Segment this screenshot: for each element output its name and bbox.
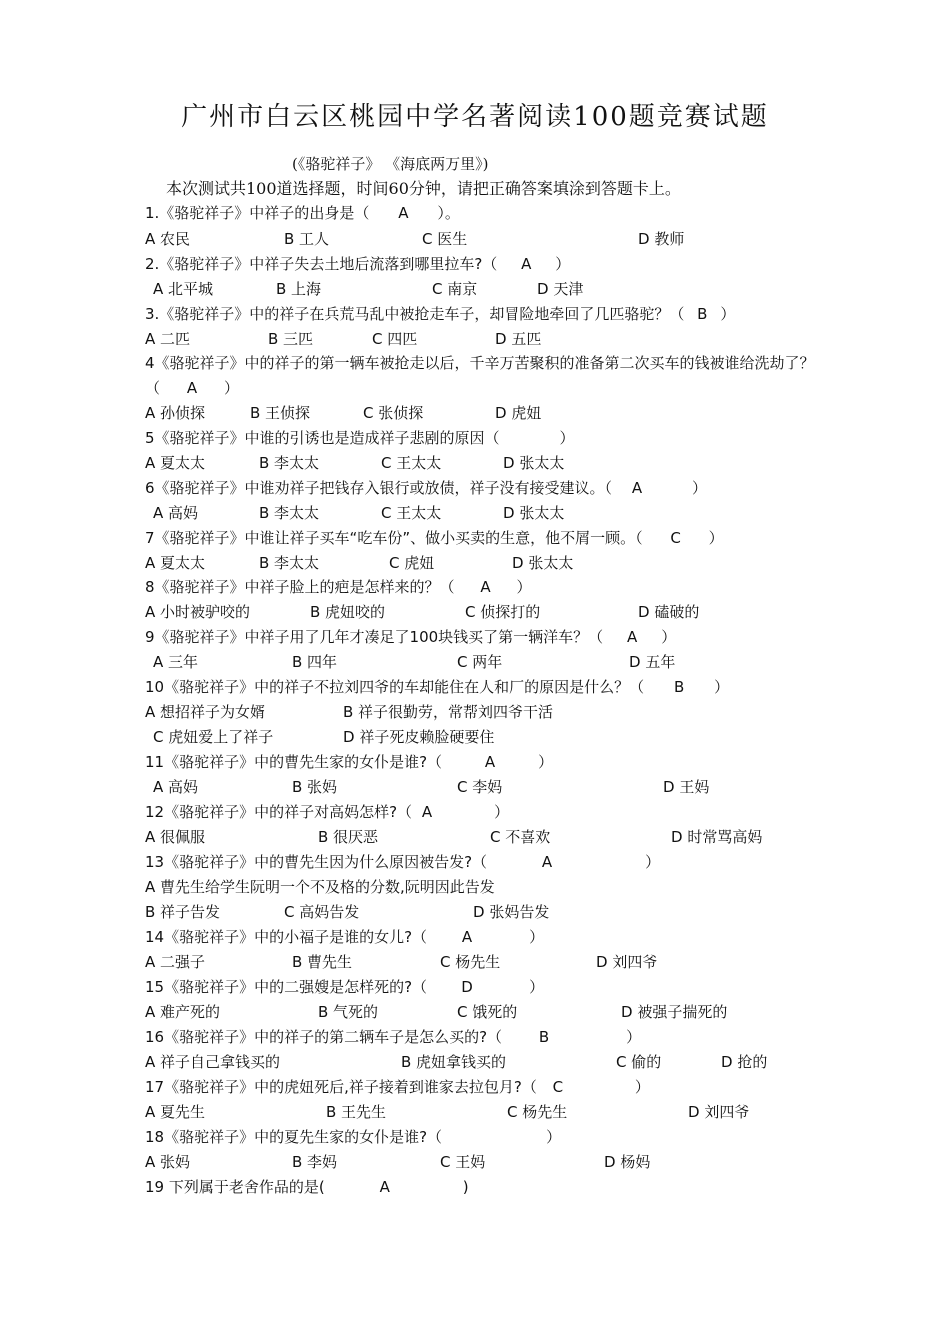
question-close: ）	[634, 1078, 650, 1096]
option-a: A 很佩服	[145, 828, 206, 846]
option-d: D 张太太	[512, 554, 574, 572]
option-b: B 上海	[276, 280, 322, 298]
question-close: )	[462, 1178, 469, 1196]
answer: D	[461, 978, 473, 996]
option-c: C 四匹	[372, 330, 418, 348]
question-1	[145, 202, 460, 223]
question-close: ）	[692, 479, 708, 497]
option-a: A 二匹	[145, 330, 191, 348]
option-a: A 农民	[145, 230, 191, 248]
option-b: B 祥子告发	[145, 903, 221, 921]
question-4	[145, 351, 815, 401]
option-b: B 曹先生	[292, 953, 353, 971]
option-b: B 虎妞拿钱买的	[401, 1053, 507, 1071]
answer: A	[627, 628, 638, 646]
answer: A	[186, 379, 198, 397]
answer: B	[673, 678, 685, 696]
option-d: D 时常骂高妈	[671, 828, 763, 846]
option-c: C 虎妞爱上了祥子	[153, 728, 274, 746]
option-d: D 张太太	[503, 504, 565, 522]
question-close: ）。	[437, 204, 460, 222]
question-text: 7《骆驼祥子》中谁让祥子买车“吃车份”、做小买卖的生意，他不屑一顾。（	[145, 529, 643, 547]
question-close: ）	[516, 578, 532, 596]
question-19	[145, 1176, 469, 1197]
option-a: A 小时被驴咬的	[145, 603, 251, 621]
option-b: B 四年	[292, 653, 338, 671]
question-text: 11《骆驼祥子》中的曹先生家的女仆是谁?（	[145, 753, 443, 771]
option-c: C 医生	[422, 230, 468, 248]
option-a: A 孙侦探	[145, 404, 206, 422]
question-close: ）	[546, 1128, 562, 1146]
question-6	[145, 477, 707, 498]
question-close: ）	[494, 803, 510, 821]
answer: C	[670, 529, 681, 547]
option-c: C 杨先生	[507, 1103, 568, 1121]
question-text: 12《骆驼祥子》中的祥子对高妈怎样?（	[145, 803, 413, 821]
question-close: ）	[661, 628, 677, 646]
question-10	[145, 676, 729, 697]
question-11	[145, 751, 553, 772]
option-d: D 虎妞	[495, 404, 542, 422]
option-a: A 高妈	[153, 504, 199, 522]
question-text: 15《骆驼祥子》中的二强嫂是怎样死的?（	[145, 978, 428, 996]
question-text: 13《骆驼祥子》中的曹先生因为什么原因被告发?（	[145, 853, 488, 871]
option-d: D 祥子死皮赖脸硬要住	[343, 728, 495, 746]
option-b: B 虎妞咬的	[310, 603, 386, 621]
option-b: B 李妈	[292, 1153, 338, 1171]
question-text: 8《骆驼祥子》中祥子脸上的疤是怎样来的？（	[145, 578, 455, 596]
instructions: 本次测试共100道选择题，时间60分钟，请把正确答案填涂到答题卡上。	[166, 179, 681, 198]
answer: A	[631, 479, 643, 497]
option-a: A 祥子自己拿钱买的	[145, 1053, 281, 1071]
answer: A	[461, 928, 473, 946]
option-c: C 不喜欢	[490, 828, 551, 846]
question-close: ）	[538, 753, 554, 771]
option-c: C 杨先生	[440, 953, 501, 971]
question-text: 14《骆驼祥子》中的小福子是谁的女儿?（	[145, 928, 428, 946]
question-text: 10《骆驼祥子》中的祥子不拉刘四爷的车却能住在人和厂的原因是什么？（	[145, 678, 645, 696]
question-close: ）	[529, 928, 545, 946]
option-c: C 高妈告发	[284, 903, 360, 921]
question-18	[145, 1126, 561, 1147]
question-9	[145, 626, 676, 647]
option-b: B 祥子很勤劳，常帮刘四爷干活	[343, 703, 554, 721]
subtitle: (《骆驼祥子》 《海底两万里》)	[292, 155, 489, 173]
question-3	[145, 303, 735, 324]
question-16	[145, 1026, 641, 1047]
question-2	[145, 253, 570, 274]
option-a: A 张妈	[145, 1153, 191, 1171]
answer: B	[697, 305, 708, 323]
option-b: B 很厌恶	[318, 828, 379, 846]
question-17	[145, 1076, 650, 1097]
option-a: A 难产死的	[145, 1003, 221, 1021]
question-text: 19 下列属于老舍作品的是(	[145, 1178, 325, 1196]
option-a: A 三年	[153, 653, 199, 671]
option-c: C 王太太	[381, 504, 442, 522]
option-b: B 王侦探	[250, 404, 311, 422]
answer: A	[541, 853, 553, 871]
page-title: 广州市白云区桃园中学名著阅读100题竞赛试题	[181, 102, 769, 132]
option-d: D 教师	[638, 230, 685, 248]
option-d: D 磕破的	[638, 603, 700, 621]
question-close: ）	[645, 853, 661, 871]
question-close: ）	[626, 1028, 642, 1046]
option-b: B 李太太	[259, 454, 320, 472]
option-a: A 想招祥子为女婿	[145, 703, 266, 721]
option-b: B 气死的	[318, 1003, 379, 1021]
answer: C	[552, 1078, 564, 1096]
answer: A	[398, 204, 409, 222]
question-text: 6《骆驼祥子》中谁劝祥子把钱存入银行或放债，祥子没有接受建议。（	[145, 479, 613, 497]
option-c: C 虎妞	[389, 554, 435, 572]
question-close: ）	[529, 978, 545, 996]
option-c: C 张侦探	[363, 404, 424, 422]
question-text: 18《骆驼祥子》中的夏先生家的女仆是谁?（	[145, 1128, 443, 1146]
question-close: ）	[720, 305, 736, 323]
option-a: A 夏太太	[145, 554, 206, 572]
option-a: A 曹先生给学生阮明一个不及格的分数,阮明因此告发	[145, 878, 495, 896]
question-15	[145, 976, 544, 997]
option-c: C 侦探打的	[465, 603, 541, 621]
option-d: D 天津	[537, 280, 584, 298]
question-12	[145, 801, 509, 822]
option-a: A 夏先生	[145, 1103, 206, 1121]
option-b: B 工人	[284, 230, 330, 248]
option-a: A 北平城	[153, 280, 214, 298]
option-a: A 二强子	[145, 953, 206, 971]
question-text: 3.《骆驼祥子》中的祥子在兵荒马乱中被抢走车子，却冒险地牵回了几匹骆驼？（	[145, 305, 685, 323]
question-text: 17《骆驼祥子》中的虎妞死后,祥子接着到谁家去拉包月?（	[145, 1078, 537, 1096]
question-close: ）	[708, 529, 724, 547]
option-d: D 抢的	[721, 1053, 768, 1071]
option-d: D 杨妈	[604, 1153, 651, 1171]
option-b: B 王先生	[326, 1103, 387, 1121]
option-d: D 张妈告发	[473, 903, 550, 921]
question-7	[145, 527, 724, 548]
option-c: C 南京	[432, 280, 478, 298]
option-c: C 饿死的	[457, 1003, 518, 1021]
question-14	[145, 926, 544, 947]
option-d: D 被强子揣死的	[621, 1003, 728, 1021]
option-d: D 张太太	[503, 454, 565, 472]
option-d: D 五匹	[495, 330, 542, 348]
option-a: A 夏太太	[145, 454, 206, 472]
option-b: B 三匹	[268, 330, 314, 348]
question-text: 5《骆驼祥子》中谁的引诱也是造成祥子悲剧的原因（	[145, 429, 500, 447]
option-c: C 两年	[457, 653, 503, 671]
question-close: ）	[555, 255, 571, 273]
option-b: B 李太太	[259, 504, 320, 522]
answer: A	[421, 803, 433, 821]
question-close: ）	[559, 429, 575, 447]
question-text: 16《骆驼祥子》中的祥子的第二辆车子是怎么买的?（	[145, 1028, 503, 1046]
answer: A	[521, 255, 532, 273]
option-c: C 李妈	[457, 778, 503, 796]
question-close: ）	[714, 678, 730, 696]
question-8	[145, 576, 532, 597]
option-c: C 王妈	[440, 1153, 486, 1171]
question-13	[145, 851, 660, 872]
question-text: 1.《骆驼祥子》中祥子的出身是（	[145, 204, 370, 222]
question-text: 2.《骆驼祥子》中祥子失去土地后流落到哪里拉车?（	[145, 255, 498, 273]
option-b: B 张妈	[292, 778, 338, 796]
question-close: ）	[224, 379, 240, 397]
option-d: D 五年	[629, 653, 676, 671]
option-d: D 刘四爷	[688, 1103, 750, 1121]
question-5	[145, 427, 575, 448]
option-a: A 高妈	[153, 778, 199, 796]
question-text: 4《骆驼祥子》中的祥子的第一辆车被抢走以后，千辛万苦聚积的准备第二次买车的钱被谁给洗劫了？（	[145, 354, 815, 397]
option-d: D 刘四爷	[596, 953, 658, 971]
answer: B	[538, 1028, 550, 1046]
option-c: C 偷的	[616, 1053, 662, 1071]
option-b: B 李太太	[259, 554, 320, 572]
answer: A	[379, 1178, 390, 1196]
answer: A	[480, 578, 491, 596]
option-c: C 王太太	[381, 454, 442, 472]
answer: A	[484, 753, 496, 771]
question-text: 9《骆驼祥子》中祥子用了几年才凑足了100块钱买了第一辆洋车？（	[145, 628, 604, 646]
option-d: D 王妈	[663, 778, 710, 796]
